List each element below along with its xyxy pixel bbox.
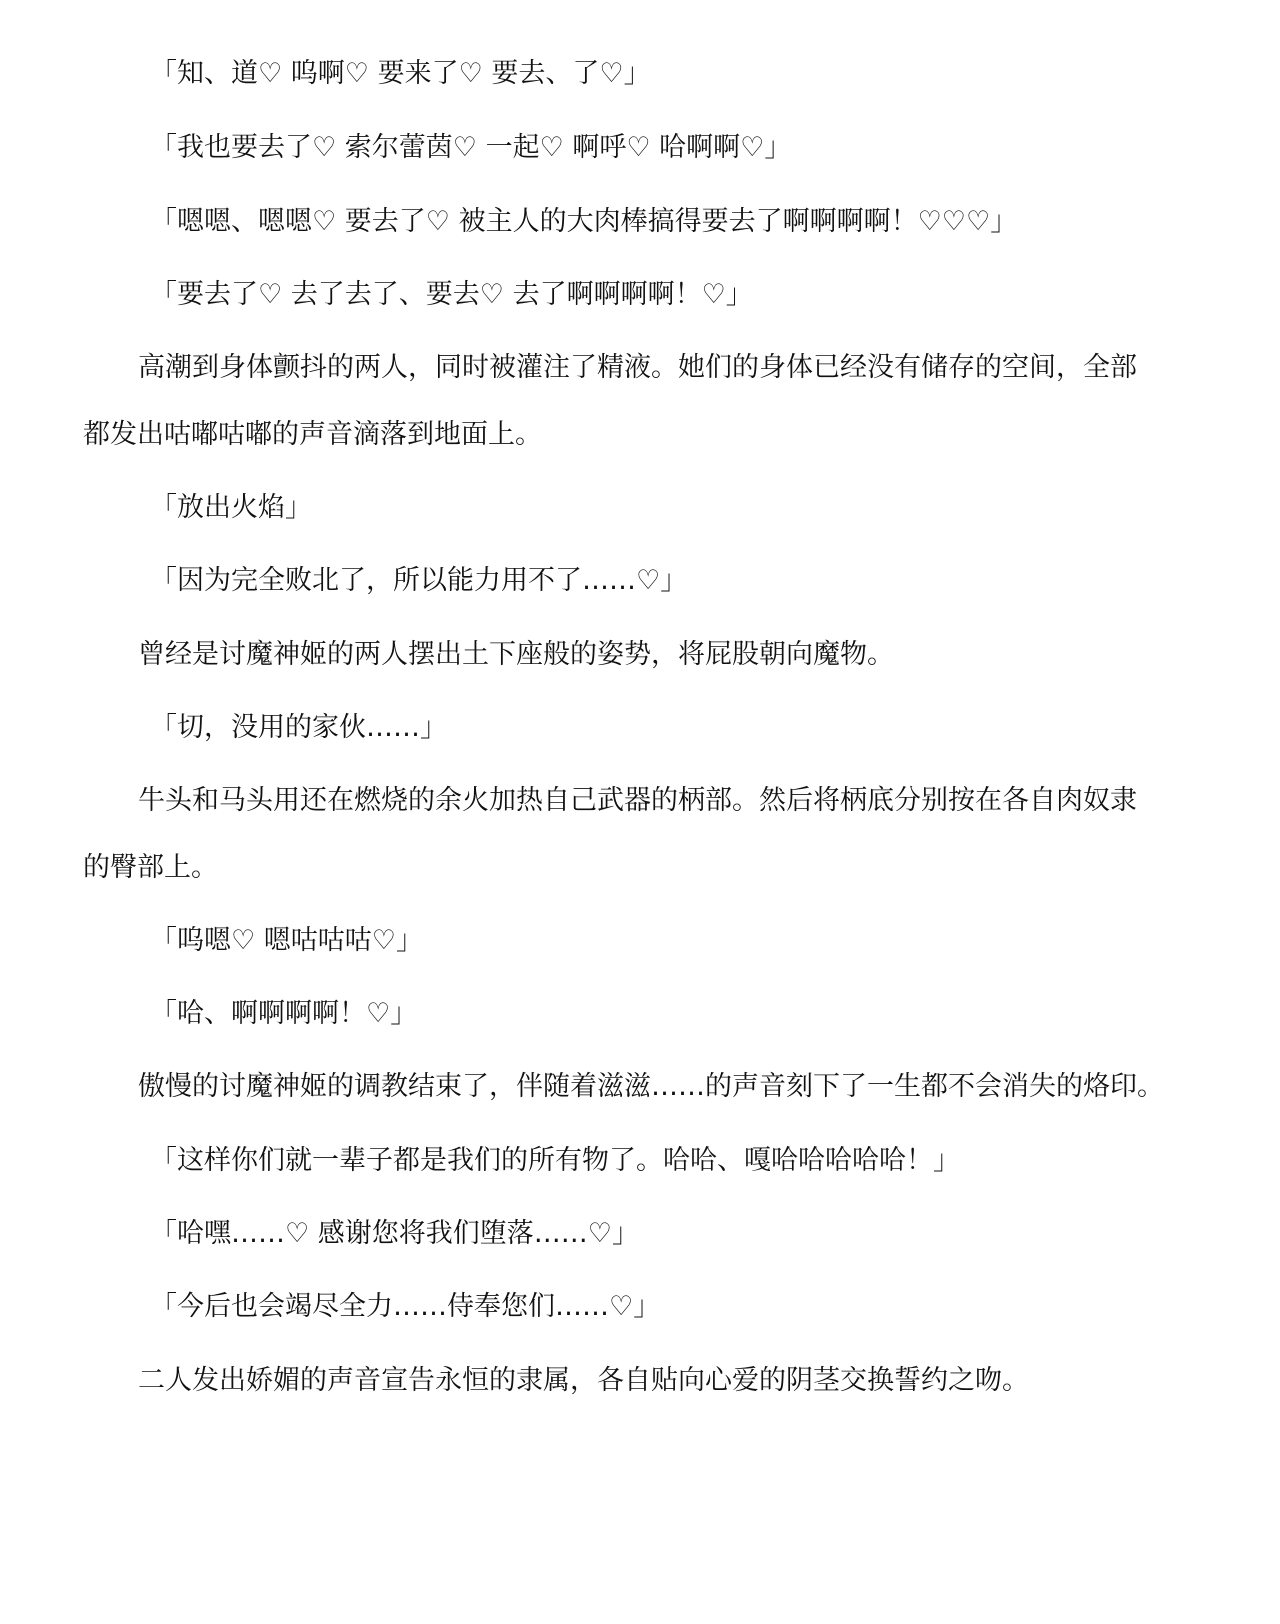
- text-line: 「因为完全败北了，所以能力用不了……♡」: [150, 565, 688, 596]
- text-line: 「切，没用的家伙……」: [150, 712, 447, 743]
- text-line: 「放出火焰」: [150, 492, 312, 523]
- text-line: 「呜嗯♡ 嗯咕咕咕♡」: [150, 925, 423, 956]
- text-line: 「知、道♡ 呜啊♡ 要来了♡ 要去、了♡」: [150, 58, 651, 89]
- text-line: 「哈嘿……♡ 感谢您将我们堕落……♡」: [150, 1218, 639, 1249]
- text-line: 傲慢的讨魔神姬的调教结束了，伴随着滋滋……的声音刻下了一生都不会消失的烙印。: [138, 1071, 1164, 1102]
- text-line: 「今后也会竭尽全力……侍奉您们……♡」: [150, 1291, 661, 1322]
- text-line: 「要去了♡ 去了去了、要去♡ 去了啊啊啊啊！♡」: [150, 279, 753, 310]
- text-line: 二人发出娇媚的声音宣告永恒的隶属，各自贴向心爱的阴茎交换誓约之吻。: [138, 1365, 1029, 1396]
- text-line: 的臀部上。: [83, 852, 218, 883]
- text-line: 「这样你们就一辈子都是我们的所有物了。哈哈、嘎哈哈哈哈哈！」: [150, 1145, 960, 1176]
- text-line: 曾经是讨魔神姬的两人摆出土下座般的姿势，将屁股朝向魔物。: [138, 639, 894, 670]
- text-line: 牛头和马头用还在燃烧的余火加热自己武器的柄部。然后将柄底分别按在各自肉奴隶: [138, 785, 1137, 816]
- text-line: 都发出咕嘟咕嘟的声音滴落到地面上。: [83, 419, 542, 450]
- text-line: 高潮到身体颤抖的两人，同时被灌注了精液。她们的身体已经没有储存的空间，全部: [138, 352, 1137, 383]
- text-line: 「我也要去了♡ 索尔蕾茵♡ 一起♡ 啊呼♡ 哈啊啊♡」: [150, 132, 792, 163]
- text-line: 「哈、啊啊啊啊！♡」: [150, 998, 418, 1029]
- text-line: 「嗯嗯、嗯嗯♡ 要去了♡ 被主人的大肉棒搞得要去了啊啊啊啊！♡♡♡」: [150, 206, 1018, 237]
